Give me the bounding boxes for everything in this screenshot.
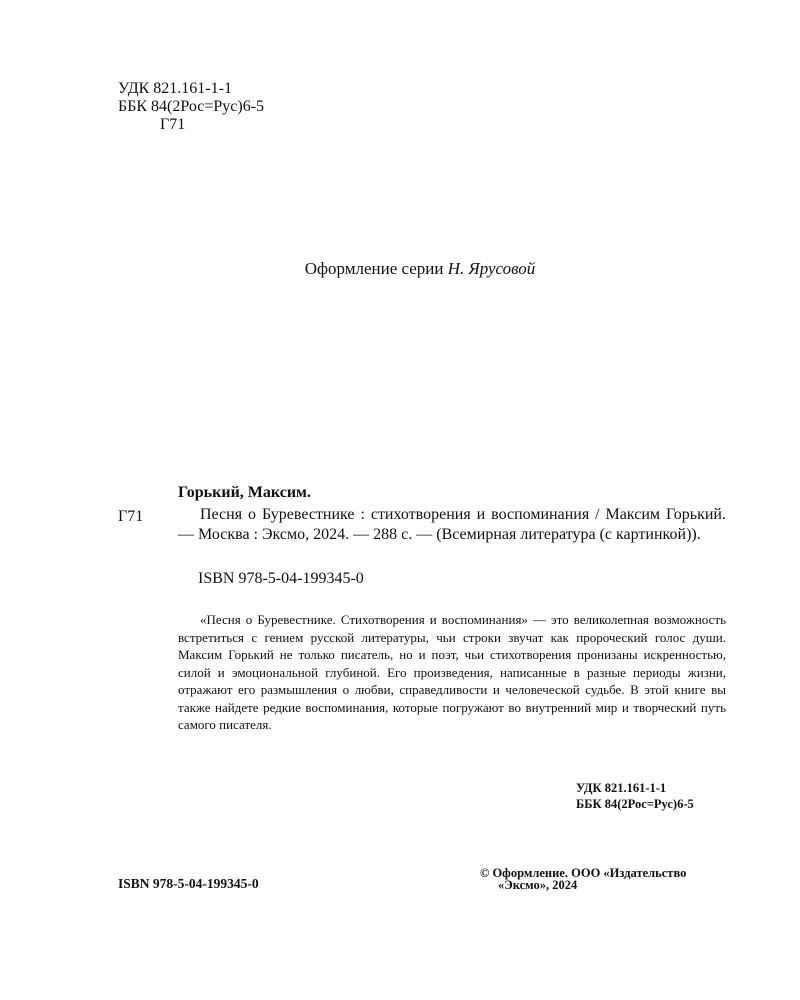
catalog-author-code: Г71: [118, 508, 144, 525]
copyright-line-1: © Оформление. ООО «Издательство: [480, 866, 687, 880]
udk-code: УДК 821.161-1-1: [118, 80, 232, 97]
series-design-credit: [0, 259, 800, 279]
bibliographic-record: Песня о Буревестнике : стихотворения и воспоминания / Максим Горький. — Москва : Эксмо, 2024. — 288 с. — (Всемирная литература (с картинкой)).: [178, 506, 726, 543]
footer-classification: [576, 780, 694, 812]
footer-isbn: ISBN 978-5-04-199345-0: [118, 876, 259, 891]
classification-block: [118, 80, 264, 134]
copyright-line-2: «Эксмо», 2024: [498, 878, 578, 892]
author-mark: Г71: [160, 116, 186, 133]
copyright-notice: [480, 867, 686, 891]
series-design-label: Оформление серии: [304, 259, 448, 278]
footer-bbk: ББК 84(2Рос=Рус)6-5: [576, 797, 694, 811]
bbk-code: ББК 84(2Рос=Рус)6-5: [118, 98, 265, 115]
catalog-isbn: ISBN 978-5-04-199345-0: [198, 570, 364, 587]
series-designer-name: Н. Ярусовой: [447, 259, 536, 278]
footer-udk: УДК 821.161-1-1: [576, 781, 667, 795]
author-heading: Горький, Максим.: [178, 484, 311, 501]
annotation-paragraph: «Песня о Буревестнике. Стихотворения и воспоминания» — это великолепная возможность встретиться с гением русской литературы, чьи строки звучат как пророческий голос души. Максим Горький не только писатель, но и поэт, чьи стихотворения пронизаны искренностью, силой и эмоциональной глубиной. Его произведения, написанные в разные периоды жизни, отражают его размышления о любви, справедливости и человеческой судьбе. В этой книге вы также найдете редкие воспоминания, которые погружают во внутренний мир и творческий путь самого писателя.: [178, 612, 726, 732]
